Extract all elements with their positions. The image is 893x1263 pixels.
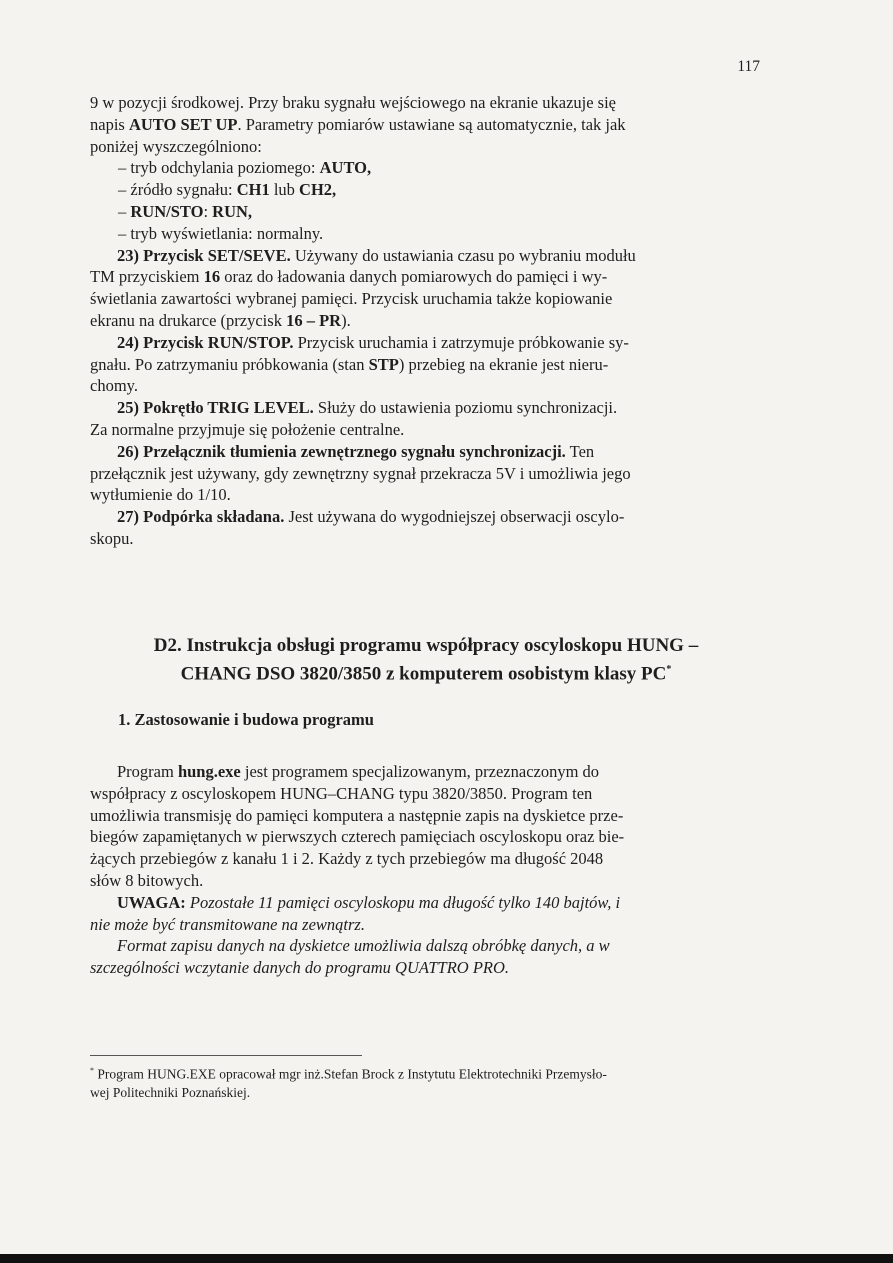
bold-term: 16: [203, 267, 221, 287]
text: Używany do ustawiania czasu po wybraniu modułu: [290, 245, 636, 265]
text: przełącznik jest używany, gdy zewnętrzny sygnał przekracza 5V i umożliwia jego: [90, 463, 631, 483]
item-heading: 27) Podpórka składana.: [117, 507, 285, 527]
bold-term: CH1: [236, 180, 270, 200]
text: oraz do ładowania danych pomiarowych do pamięci i wy-: [220, 267, 608, 287]
scan-bottom-edge: [0, 1254, 893, 1263]
item-24: [90, 332, 762, 354]
text: gnału. Po zatrzymaniu próbkowania (stan: [90, 354, 369, 374]
text: poniżej wyszczególniono:: [90, 136, 262, 156]
bold-term: AUTO SET UP: [128, 114, 238, 134]
subheading: 1. Zastosowanie i budowa programu: [118, 710, 374, 729]
para-line: [90, 783, 762, 805]
item-heading: 25) Pokrętło TRIG LEVEL.: [117, 398, 314, 418]
warning-line: [90, 914, 762, 936]
upper-text-block: [90, 92, 762, 550]
section-heading-line: [90, 658, 762, 686]
warning-label: UWAGA:: [117, 892, 186, 912]
italic-text: nie może być transmitowane na zewnątrz.: [90, 914, 365, 934]
text: Przycisk uruchamia i zatrzymuje próbkowanie sy-: [293, 332, 629, 352]
text: napis: [90, 114, 129, 134]
text: Ten: [565, 441, 595, 461]
list-item: [90, 157, 762, 179]
footnote-separator: [90, 1055, 362, 1056]
section-heading: [90, 634, 762, 686]
section-heading-line: D2. Instrukcja obsługi programu współpracy oscyloskopu HUNG –: [153, 635, 699, 656]
bold-term: RUN,: [212, 201, 253, 221]
format-line: [90, 935, 762, 957]
text: żących przebiegów z kanału 1 i 2. Każdy z tych przebiegów ma długość 2048: [90, 849, 604, 869]
text: :: [203, 201, 213, 221]
page-number: 117: [737, 58, 760, 75]
para-line: [90, 288, 762, 310]
italic-text: szczególności wczytanie danych do programu QUATTRO PRO.: [90, 958, 510, 978]
item-26: [90, 441, 762, 463]
footnote-marker: *: [666, 664, 672, 675]
text: słów 8 bitowych.: [90, 870, 204, 890]
bold-term: CH2,: [299, 180, 337, 200]
para-line: [90, 826, 762, 848]
bold-term: hung.exe: [177, 762, 241, 781]
text: Jest używana do wygodniejszej obserwacji oscylo-: [284, 507, 625, 527]
text: –: [118, 201, 131, 221]
text: ) przebieg na ekranie jest nieru-: [398, 354, 609, 374]
para-line: [90, 870, 762, 892]
para-line: [90, 761, 762, 783]
text: biegów zapamiętanych w pierwszych czterech pamięciach oscyloskopu oraz bie-: [90, 827, 625, 847]
text: współpracy z oscyloskopem HUNG–CHANG typu 3820/3850. Program ten: [90, 783, 593, 803]
text: umożliwia transmisję do pamięci komputera a następnie zapis na dyskietce prze-: [90, 805, 624, 825]
list-item: [90, 201, 762, 223]
text: CHANG DSO 3820/3850 z komputerem osobistym klasy PC: [180, 663, 667, 685]
text: świetlania zawartości wybranej pamięci. Przycisk uruchamia także kopiowanie: [90, 289, 613, 309]
text: Program: [117, 762, 178, 781]
item-heading: 23) Przycisk SET/SEVE.: [117, 245, 291, 265]
text: jest programem specjalizowanym, przeznaczonym do: [240, 762, 600, 781]
item-27: [90, 506, 762, 528]
para-line: [90, 114, 762, 136]
list-item: [90, 179, 762, 201]
bold-term: RUN/STO: [130, 201, 204, 221]
text: Służy do ustawienia poziomu synchronizacji.: [313, 398, 618, 418]
text: skopu.: [90, 528, 134, 548]
text: Za normalne przyjmuje się położenie centralne.: [90, 419, 405, 439]
para-line: [90, 419, 762, 441]
bold-term: 16 – PR: [286, 310, 342, 330]
para-line: [90, 375, 762, 397]
text: ).: [341, 310, 351, 330]
text: 9 w pozycji środkowej. Przy braku sygnału wejściowego na ekranie ukazuje się: [90, 93, 617, 112]
footnote-marker: *: [90, 1066, 94, 1075]
text: . Parametry pomiarów ustawiane są automatycznie, tak jak: [237, 114, 626, 134]
text: TM przyciskiem: [90, 267, 204, 287]
italic-text: Pozostałe 11 pamięci oscyloskopu ma długość tylko 140 bajtów, i: [185, 892, 621, 912]
bold-term: AUTO,: [319, 158, 372, 178]
text: chomy.: [90, 376, 138, 396]
para-line: [90, 136, 762, 158]
bold-term: STP: [368, 354, 399, 374]
list-item: [90, 223, 762, 245]
para-line: [90, 354, 762, 376]
para-line: [90, 266, 762, 288]
text: – źródło sygnału:: [118, 180, 237, 200]
text: Program HUNG.EXE opracował mgr inż.Stefan Brock z Instytutu Elektrotechniki Przemysło-: [94, 1066, 607, 1082]
footnote-line: wej Politechniki Poznańskiej.: [90, 1084, 251, 1100]
warning-line: [90, 892, 762, 914]
para-line: [90, 805, 762, 827]
para-line: [90, 848, 762, 870]
text: lub: [269, 180, 300, 200]
item-25: [90, 397, 762, 419]
item-heading: 26) Przełącznik tłumienia zewnętrznego sygnału synchronizacji.: [117, 441, 566, 461]
para-line: [90, 310, 762, 332]
italic-text: Format zapisu danych na dyskietce umożliwia dalszą obróbkę danych, a w: [117, 936, 610, 956]
item-23: [90, 245, 762, 267]
text: ekranu na drukarce (przycisk: [90, 310, 287, 330]
text: – tryb wyświetlania: normalny.: [118, 223, 324, 243]
footnote: [90, 1062, 762, 1102]
para-line: [90, 92, 762, 114]
para-line: [90, 528, 762, 550]
body-text-block: [90, 761, 762, 979]
item-heading: 24) Przycisk RUN/STOP.: [117, 332, 294, 352]
footnote-line: [90, 1062, 762, 1084]
para-line: [90, 484, 762, 506]
para-line: [90, 463, 762, 485]
format-line: [90, 957, 762, 979]
text: – tryb odchylania poziomego:: [118, 158, 320, 178]
text: wytłumienie do 1/10.: [90, 485, 231, 505]
